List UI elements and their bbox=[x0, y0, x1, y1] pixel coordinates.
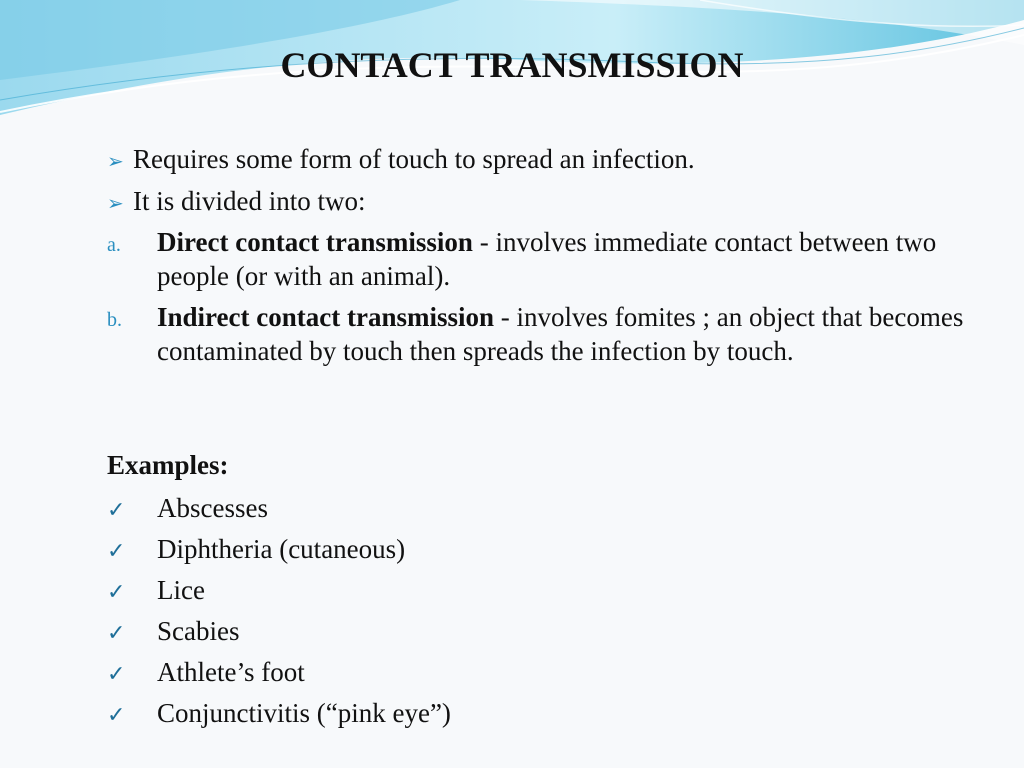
examples-heading: Examples: bbox=[107, 450, 229, 480]
bullet-text: It is divided into two: bbox=[133, 186, 366, 216]
checkmark-icon: ✓ bbox=[107, 580, 126, 605]
example-text: Scabies bbox=[157, 616, 240, 646]
bullet-text: Requires some form of touch to spread an infection. bbox=[133, 144, 695, 174]
subitem-letter: a. bbox=[107, 234, 121, 256]
example-text: Lice bbox=[157, 575, 205, 605]
example-item bbox=[107, 491, 268, 528]
checkmark-icon: ✓ bbox=[107, 498, 126, 523]
subitem-description: - involves fomites ; an object that becomes contaminated by touch then spreads the infection by touch. bbox=[157, 302, 964, 366]
subitem-term: Direct contact transmission bbox=[157, 227, 473, 257]
example-item bbox=[107, 532, 405, 569]
example-item bbox=[107, 573, 205, 610]
bullet-item bbox=[107, 142, 695, 179]
bullet-item bbox=[107, 184, 366, 221]
subitem-direct bbox=[107, 225, 967, 293]
subitem-body bbox=[157, 225, 967, 293]
example-text: Abscesses bbox=[157, 493, 268, 523]
checkmark-icon: ✓ bbox=[107, 539, 126, 564]
example-item bbox=[107, 655, 305, 692]
subitem-description: - involves immediate contact between two people (or with an animal). bbox=[157, 227, 937, 291]
subitem-body bbox=[157, 300, 967, 368]
checkmark-icon: ✓ bbox=[107, 662, 126, 687]
checkmark-icon: ✓ bbox=[107, 703, 126, 728]
slide-title: CONTACT TRANSMISSION bbox=[280, 45, 744, 85]
checkmark-icon: ✓ bbox=[107, 621, 126, 646]
arrowhead-bullet-icon: ➢ bbox=[107, 193, 124, 215]
subitem-indirect bbox=[107, 300, 967, 368]
example-text: Diphtheria (cutaneous) bbox=[157, 534, 406, 564]
example-item bbox=[107, 614, 239, 651]
subitem-term: Indirect contact transmission bbox=[157, 302, 494, 332]
example-item bbox=[107, 696, 451, 733]
arrowhead-bullet-icon: ➢ bbox=[107, 151, 124, 173]
example-text: Conjunctivitis (“pink eye”) bbox=[157, 698, 451, 728]
subitem-letter: b. bbox=[107, 309, 122, 331]
example-text: Athlete’s foot bbox=[157, 657, 305, 687]
